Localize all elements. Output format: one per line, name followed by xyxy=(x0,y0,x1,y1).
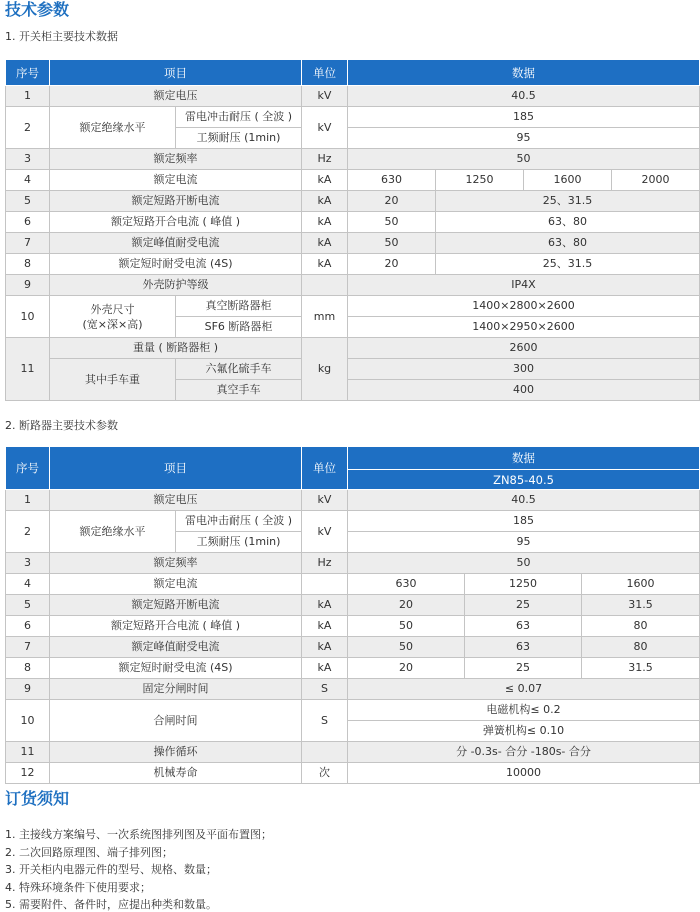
col-header-no: 序号 xyxy=(6,60,50,86)
row-item: 额定短路开合电流 ( 峰值 ) xyxy=(50,212,302,233)
row-item: 操作循环 xyxy=(50,742,302,763)
row-value: 1600 xyxy=(524,170,612,191)
row-no: 8 xyxy=(6,254,50,275)
row-item: 额定电压 xyxy=(50,490,302,511)
col-header-item: 项目 xyxy=(50,447,302,490)
table-row xyxy=(6,86,700,107)
row-value: 50 xyxy=(348,212,436,233)
row-value: 分 -0.3s- 合分 -180s- 合分 xyxy=(348,742,700,763)
row-value: IP4X xyxy=(348,275,700,296)
table-row xyxy=(6,658,700,679)
section-title-tech-params: 技术参数 xyxy=(5,0,70,19)
table-row xyxy=(6,191,700,212)
col-header-data: 数据 xyxy=(348,447,700,470)
list-item: 3. 开关柜内电器元件的型号、规格、数量； xyxy=(5,863,217,877)
row-item: 额定峰值耐受电流 xyxy=(50,637,302,658)
table-header xyxy=(6,447,700,470)
table-row xyxy=(6,574,700,595)
table-row xyxy=(6,359,700,380)
row-no: 5 xyxy=(6,595,50,616)
row-no: 1 xyxy=(6,490,50,511)
row-value: 20 xyxy=(348,254,436,275)
row-unit: kA xyxy=(302,170,348,191)
row-no: 2 xyxy=(6,107,50,149)
row-unit: kA xyxy=(302,658,348,679)
row-item: 机械寿命 xyxy=(50,763,302,784)
table-row xyxy=(6,107,700,128)
row-value: 185 xyxy=(348,107,700,128)
row-sub-item: SF6 断路器柜 xyxy=(176,317,302,338)
row-value: 1400×2950×2600 xyxy=(348,317,700,338)
row-value: 63 xyxy=(465,637,582,658)
row-unit: kV xyxy=(302,107,348,149)
switchgear-spec-table xyxy=(5,59,700,401)
row-unit: kA xyxy=(302,616,348,637)
row-group-line1: 外壳尺寸 xyxy=(90,302,135,316)
row-value: 630 xyxy=(348,170,436,191)
row-value: 50 xyxy=(348,149,700,170)
row-item: 额定频率 xyxy=(50,149,302,170)
row-value: 50 xyxy=(348,637,465,658)
table-row xyxy=(6,511,700,532)
row-item: 额定短时耐受电流 (4S) xyxy=(50,254,302,275)
breaker-spec-table xyxy=(5,446,700,784)
row-group: 额定绝缘水平 xyxy=(50,107,176,149)
row-no: 7 xyxy=(6,233,50,254)
row-unit: S xyxy=(302,700,348,742)
row-value: 10000 xyxy=(348,763,700,784)
row-no: 4 xyxy=(6,170,50,191)
col-header-no: 序号 xyxy=(6,447,50,490)
row-unit xyxy=(302,275,348,296)
row-group: 其中手车重 xyxy=(50,359,176,401)
row-item: 额定电压 xyxy=(50,86,302,107)
table2-caption: 2. 断路器主要技术参数 xyxy=(5,419,118,432)
row-value: 31.5 xyxy=(582,658,700,679)
table-row xyxy=(6,296,700,317)
row-value: 50 xyxy=(348,233,436,254)
row-item: 额定电流 xyxy=(50,170,302,191)
row-value: 63、80 xyxy=(436,212,700,233)
table-row xyxy=(6,595,700,616)
col-header-unit: 单位 xyxy=(302,60,348,86)
row-item: 外壳防护等级 xyxy=(50,275,302,296)
row-sub-item: 真空手车 xyxy=(176,380,302,401)
row-value: 25 xyxy=(465,658,582,679)
row-group-line2: (宽×深×高) xyxy=(82,317,143,331)
row-no: 11 xyxy=(6,742,50,763)
list-item: 2. 二次回路原理图、端子排列图； xyxy=(5,845,173,859)
row-unit: kg xyxy=(302,338,348,401)
row-no: 3 xyxy=(6,553,50,574)
table-row xyxy=(6,679,700,700)
row-value: 2600 xyxy=(348,338,700,359)
table-row xyxy=(6,170,700,191)
row-sub-item: 雷电冲击耐压 ( 全波 ) xyxy=(176,511,302,532)
table-row xyxy=(6,490,700,511)
table-row xyxy=(6,742,700,763)
row-value: 80 xyxy=(582,637,700,658)
row-sub-item: 真空断路器柜 xyxy=(176,296,302,317)
row-no: 7 xyxy=(6,637,50,658)
row-unit: 次 xyxy=(302,763,348,784)
ordering-notes-list xyxy=(5,826,272,912)
row-no: 10 xyxy=(6,296,50,338)
row-value: 1400×2800×2600 xyxy=(348,296,700,317)
col-header-model: ZN85-40.5 xyxy=(348,470,700,490)
row-no: 9 xyxy=(6,679,50,700)
row-no: 2 xyxy=(6,511,50,553)
table-row xyxy=(6,149,700,170)
table-row xyxy=(6,616,700,637)
row-unit: kV xyxy=(302,490,348,511)
row-sub-item: 雷电冲击耐压 ( 全波 ) xyxy=(176,107,302,128)
row-value: 95 xyxy=(348,532,700,553)
row-value: 25 xyxy=(465,595,582,616)
row-unit: kA xyxy=(302,191,348,212)
row-no: 10 xyxy=(6,700,50,742)
table-row xyxy=(6,553,700,574)
table-row xyxy=(6,763,700,784)
table-row xyxy=(6,233,700,254)
row-unit: mm xyxy=(302,296,348,338)
row-no: 5 xyxy=(6,191,50,212)
row-unit: kA xyxy=(302,233,348,254)
row-no: 12 xyxy=(6,763,50,784)
table-row xyxy=(6,700,700,721)
table-row xyxy=(6,338,700,359)
row-group: 额定绝缘水平 xyxy=(50,511,176,553)
row-item: 额定峰值耐受电流 xyxy=(50,233,302,254)
row-value: 1250 xyxy=(436,170,524,191)
list-item: 4. 特殊环境条件下使用要求； xyxy=(5,880,151,894)
table-row xyxy=(6,275,700,296)
row-unit xyxy=(302,574,348,595)
row-value: 20 xyxy=(348,658,465,679)
row-unit: Hz xyxy=(302,149,348,170)
table-row xyxy=(6,254,700,275)
row-item: 额定频率 xyxy=(50,553,302,574)
row-unit: kV xyxy=(302,86,348,107)
row-value: 300 xyxy=(348,359,700,380)
row-item: 固定分闸时间 xyxy=(50,679,302,700)
row-value: 25、31.5 xyxy=(436,254,700,275)
row-item: 额定短路开合电流 ( 峰值 ) xyxy=(50,616,302,637)
row-no: 6 xyxy=(6,616,50,637)
row-item: 重量 ( 断路器柜 ) xyxy=(50,338,302,359)
row-item: 额定短路开断电流 xyxy=(50,595,302,616)
row-unit: kA xyxy=(302,254,348,275)
row-item: 额定短时耐受电流 (4S) xyxy=(50,658,302,679)
row-value: 20 xyxy=(348,191,436,212)
row-value: 400 xyxy=(348,380,700,401)
row-unit: kA xyxy=(302,212,348,233)
row-unit: kV xyxy=(302,511,348,553)
row-no: 6 xyxy=(6,212,50,233)
table-row xyxy=(6,637,700,658)
row-no: 9 xyxy=(6,275,50,296)
list-item: 5. 需要附件、备件时，应提出种类和数量。 xyxy=(5,898,217,912)
row-value: 1250 xyxy=(465,574,582,595)
row-value: 20 xyxy=(348,595,465,616)
table1-caption: 1. 开关柜主要技术数据 xyxy=(5,30,118,43)
row-unit: kA xyxy=(302,595,348,616)
table-row xyxy=(6,212,700,233)
row-no: 1 xyxy=(6,86,50,107)
row-no: 11 xyxy=(6,338,50,401)
row-item: 合闸时间 xyxy=(50,700,302,742)
row-value: 63 xyxy=(465,616,582,637)
table-header xyxy=(6,60,700,86)
list-item: 1. 主接线方案编号、一次系统图排列图及平面布置图； xyxy=(5,828,272,841)
row-value: 40.5 xyxy=(348,86,700,107)
row-value: 50 xyxy=(348,616,465,637)
col-header-data: 数据 xyxy=(348,60,700,86)
col-header-unit: 单位 xyxy=(302,447,348,490)
row-value: 50 xyxy=(348,553,700,574)
row-value: 95 xyxy=(348,128,700,149)
row-no: 4 xyxy=(6,574,50,595)
row-sub-item: 工频耐压 (1min) xyxy=(176,532,302,553)
row-value: 630 xyxy=(348,574,465,595)
row-value: 弹簧机构≤ 0.10 xyxy=(348,721,700,742)
row-item: 额定短路开断电流 xyxy=(50,191,302,212)
row-no: 8 xyxy=(6,658,50,679)
row-value: 2000 xyxy=(612,170,700,191)
row-value: ≤ 0.07 xyxy=(348,679,700,700)
row-value: 25、31.5 xyxy=(436,191,700,212)
row-value: 31.5 xyxy=(582,595,700,616)
row-value: 40.5 xyxy=(348,490,700,511)
section-title-ordering-notes: 订货须知 xyxy=(5,789,70,808)
row-value: 80 xyxy=(582,616,700,637)
row-unit: kA xyxy=(302,637,348,658)
row-sub-item: 工频耐压 (1min) xyxy=(176,128,302,149)
row-group xyxy=(50,296,176,338)
row-no: 3 xyxy=(6,149,50,170)
col-header-item: 项目 xyxy=(50,60,302,86)
row-value: 63、80 xyxy=(436,233,700,254)
row-unit xyxy=(302,742,348,763)
row-value: 电磁机构≤ 0.2 xyxy=(348,700,700,721)
row-sub-item: 六氟化硫手车 xyxy=(176,359,302,380)
row-unit: S xyxy=(302,679,348,700)
row-item: 额定电流 xyxy=(50,574,302,595)
row-value: 185 xyxy=(348,511,700,532)
row-unit: Hz xyxy=(302,553,348,574)
row-value: 1600 xyxy=(582,574,700,595)
